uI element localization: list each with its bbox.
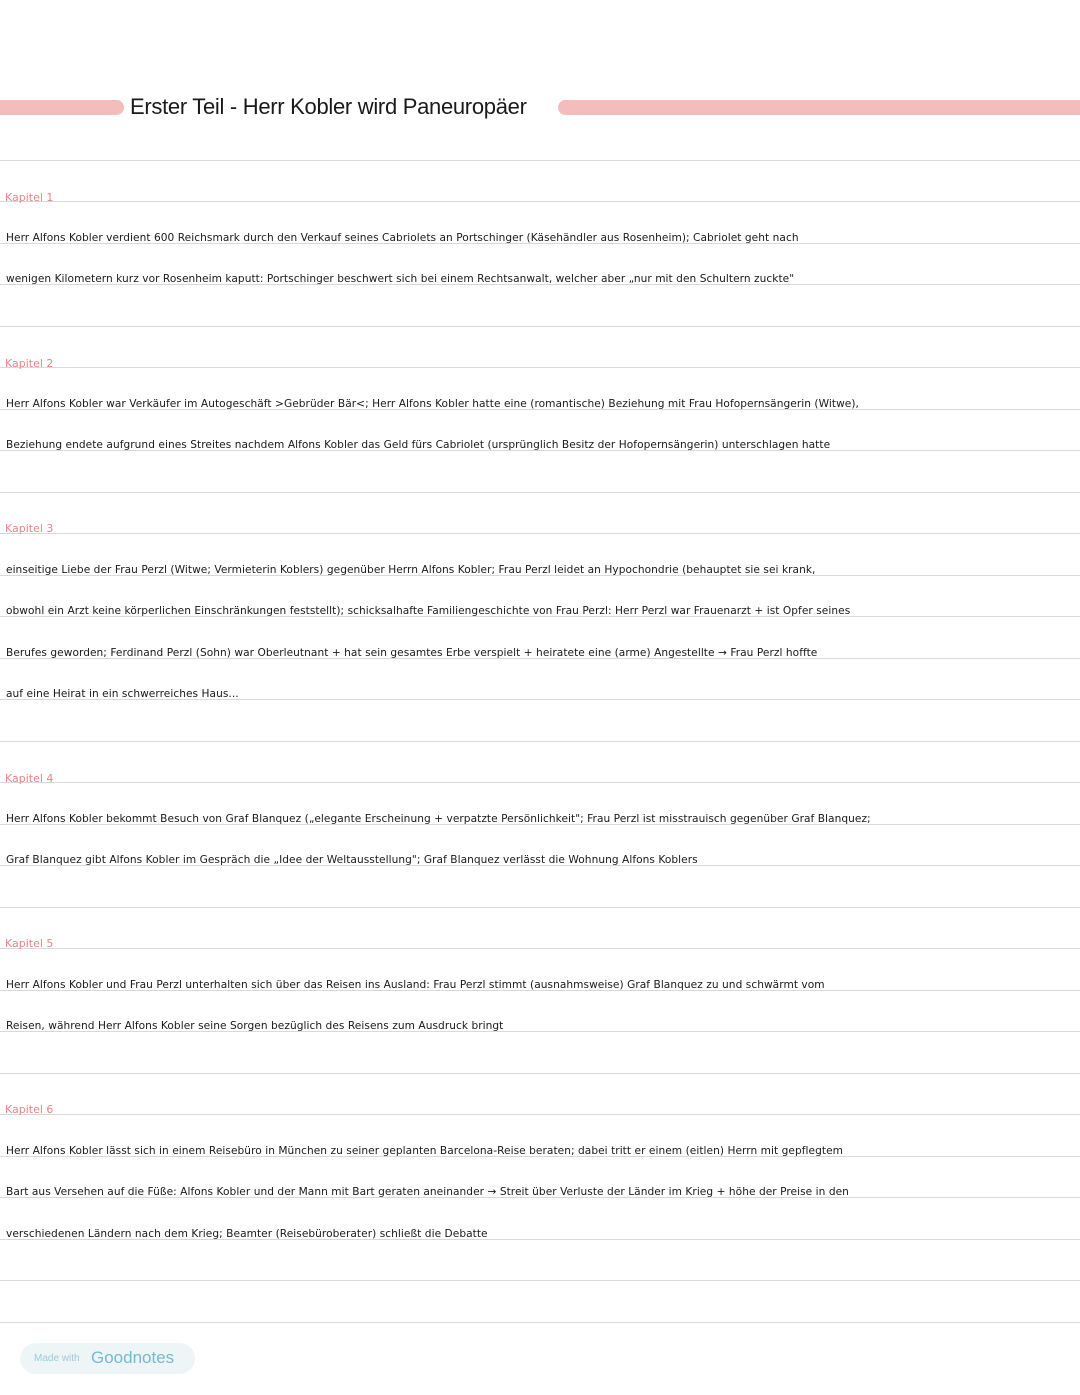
ruled-line: [0, 1280, 1080, 1281]
ruled-line: [0, 492, 1080, 493]
ruled-line: [0, 160, 1080, 161]
title-highlight-left: [0, 100, 124, 115]
chapter-text-line: Herr Alfons Kobler war Verkäufer im Autogeschäft >Gebrüder Bär<; Herr Alfons Kobler hatte eine (romantische) Beziehung mit Frau Hofopernsängerin (Witwe),: [6, 398, 859, 410]
ruled-line: [0, 367, 1080, 368]
chapter-text-line: obwohl ein Arzt keine körperlichen Einschränkungen feststellt); schicksalhafte Familiengeschichte von Frau Perzl: Herr Perzl war Frauenarzt + ist Opfer seines: [6, 605, 851, 617]
ruled-line: [0, 1322, 1080, 1323]
chapter-text-line: Beziehung endete aufgrund eines Streites nachdem Alfons Kobler das Geld fürs Cabriolet (ursprünglich Besitz der Hofopernsängerin) unterschlagen hatte: [6, 439, 831, 451]
chapter-text-line: auf eine Heirat in ein schwerreiches Haus...: [6, 688, 239, 700]
title-highlight-right: [558, 100, 1080, 115]
ruled-line: [0, 201, 1080, 202]
chapter-label: Kapitel 6: [5, 1103, 54, 1116]
chapter-text-line: wenigen Kilometern kurz vor Rosenheim kaputt: Portschinger beschwert sich bei einem Rechtsanwalt, welcher aber „nur mit den Schultern zuckte": [6, 273, 795, 285]
chapter-text-line: Reisen, während Herr Alfons Kobler seine Sorgen bezüglich des Reisens zum Ausdruck bringt: [6, 1020, 504, 1032]
chapter-text-line: Herr Alfons Kobler und Frau Perzl unterhalten sich über das Reisen ins Ausland: Frau Perzl stimmt (ausnahmsweise) Graf Blanquez zu und schwärmt vom: [6, 979, 825, 991]
chapter-text-line: Bart aus Versehen auf die Füße: Alfons Kobler und der Mann mit Bart geraten aneinander → Streit über Verluste der Länder im Krieg + höhe der Preise in den: [6, 1186, 849, 1198]
badge-brand-logo: Goodnotes: [91, 1348, 175, 1367]
badge-made-with-text: Made with: [34, 1353, 80, 1364]
chapter-text-line: Herr Alfons Kobler verdient 600 Reichsmark durch den Verkauf seines Cabriolets an Portschinger (Käsehändler aus Rosenheim); Cabriolet geht nach: [6, 232, 799, 244]
chapter-text-line: Herr Alfons Kobler bekommt Besuch von Graf Blanquez („elegante Erscheinung + verpatzte Persönlichkeit"; Frau Perzl ist misstrauisch gegenüber Graf Blanquez;: [6, 813, 871, 825]
chapter-text-line: verschiedenen Ländern nach dem Krieg; Beamter (Reisebüroberater) schließt die Debatte: [6, 1228, 488, 1240]
ruled-line: [0, 782, 1080, 783]
ruled-line: [0, 533, 1080, 534]
ruled-line: [0, 741, 1080, 742]
ruled-line: [0, 948, 1080, 949]
chapter-label: Kapitel 5: [5, 937, 54, 950]
chapter-text-line: Herr Alfons Kobler lässt sich in einem Reisebüro in München zu seiner geplanten Barcelona-Reise beraten; dabei tritt er einem (eitlen) Herrn mit gepflegtem: [6, 1145, 844, 1157]
chapter-label: Kapitel 1: [5, 191, 54, 204]
ruled-line: [0, 1073, 1080, 1074]
chapter-label: Kapitel 4: [5, 772, 54, 785]
chapter-text-line: Berufes geworden; Ferdinand Perzl (Sohn) war Oberleutnant + hat sein gesamtes Erbe verspielt + heiratete eine (arme) Angestellte → Frau Perzl hoffte: [6, 647, 818, 659]
chapter-label: Kapitel 2: [5, 357, 54, 370]
chapter-text-line: einseitige Liebe der Frau Perzl (Witwe; Vermieterin Koblers) gegenüber Herrn Alfons Kobler; Frau Perzl leidet an Hypochondrie (behauptet sie sei krank,: [6, 564, 816, 576]
chapter-label: Kapitel 3: [5, 522, 54, 535]
ruled-line: [0, 907, 1080, 908]
ruled-line: [0, 1114, 1080, 1115]
page-title: Erster Teil - Herr Kobler wird Paneuropäer: [130, 94, 527, 119]
chapter-text-line: Graf Blanquez gibt Alfons Kobler im Gespräch die „Idee der Weltausstellung"; Graf Blanquez verlässt die Wohnung Alfons Koblers: [6, 854, 698, 866]
ruled-line: [0, 326, 1080, 327]
